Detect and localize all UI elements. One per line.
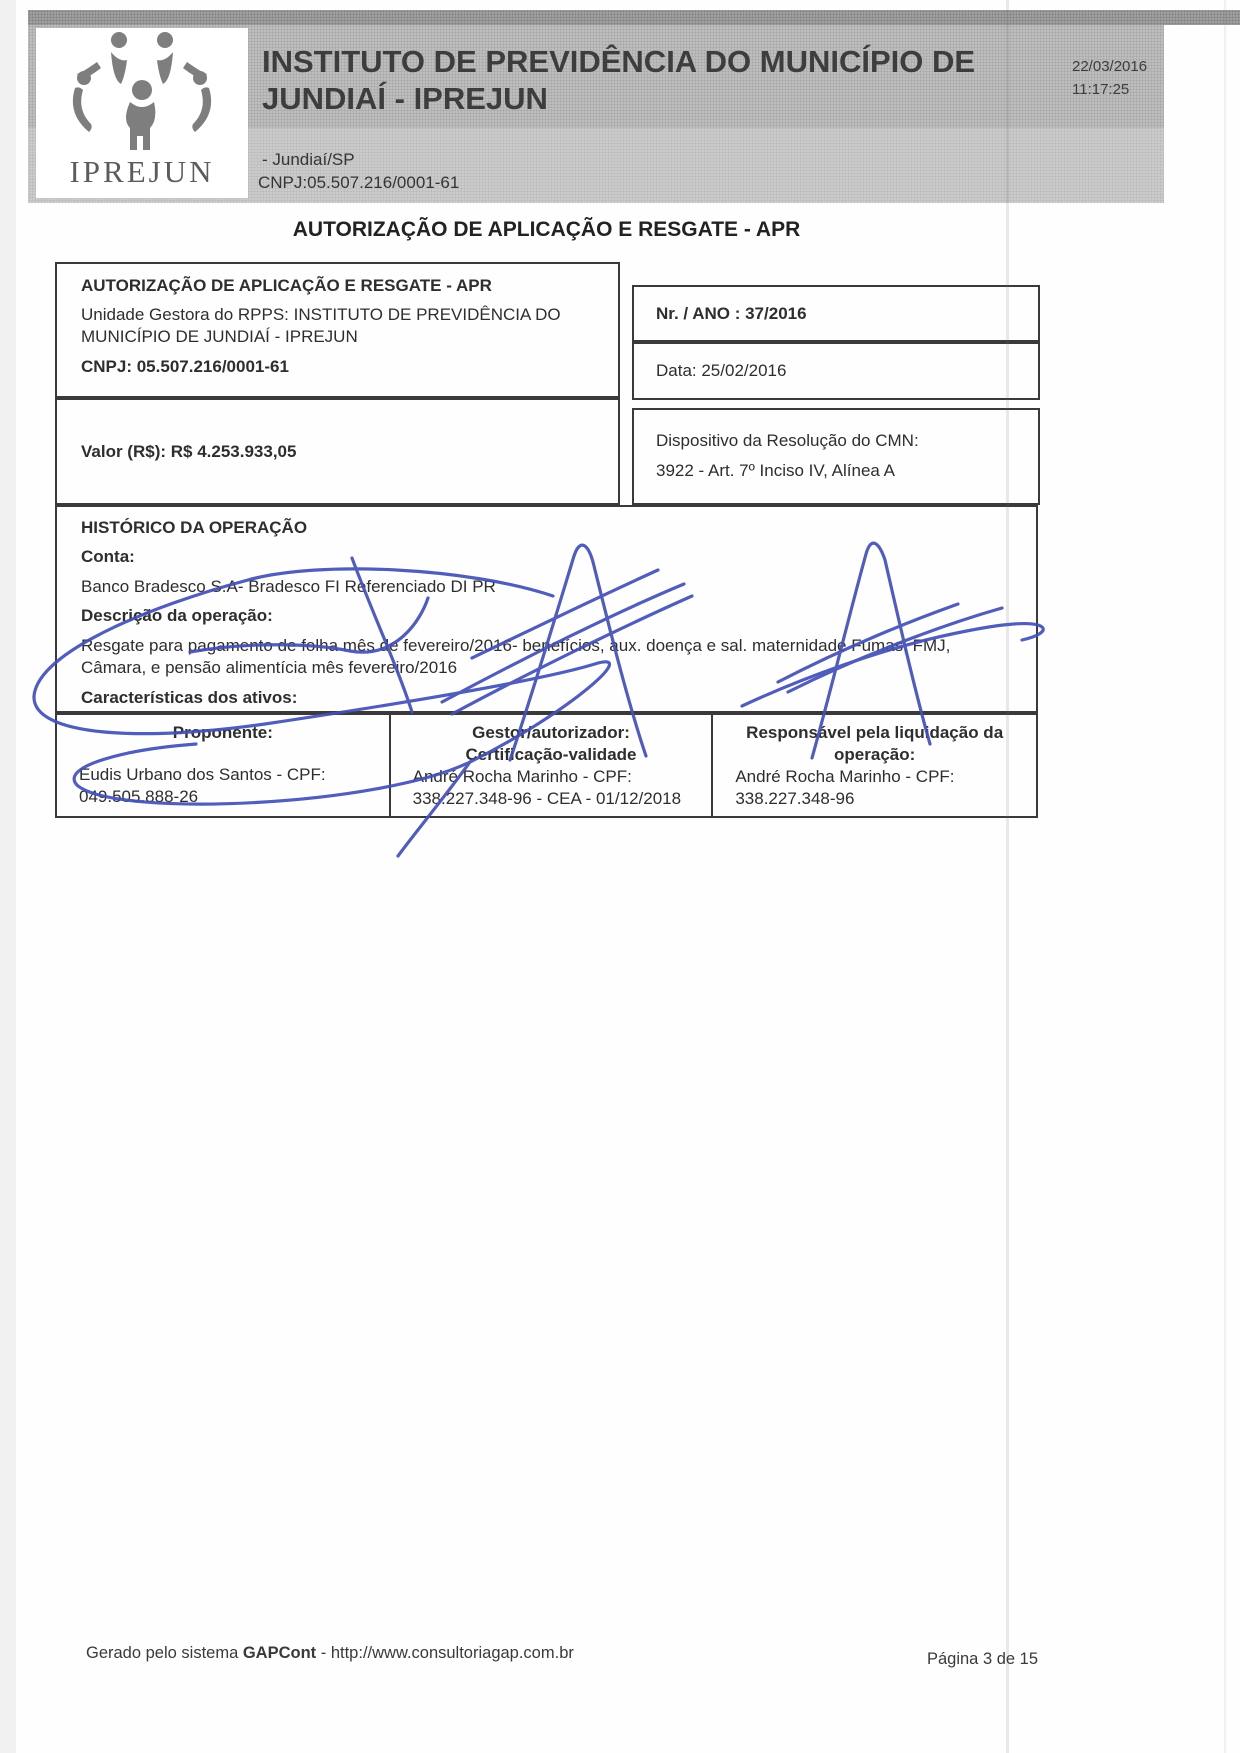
data-value: Data: 25/02/2016 xyxy=(656,361,787,380)
valor-value: Valor (R$): R$ 4.253.933,05 xyxy=(81,441,297,461)
data-cell xyxy=(632,342,1040,400)
dispositivo-cell xyxy=(632,408,1040,505)
form-cnpj-text: CNPJ: 05.507.216/0001-61 xyxy=(81,356,289,376)
proponente-name: Eudis Urbano dos Santos - CPF: 049.505.888-26 xyxy=(79,764,326,806)
page-number: Página 3 de 15 xyxy=(926,1650,1038,1668)
signatures-table xyxy=(55,713,1038,818)
unidade-gestora-text: Unidade Gestora do RPPS: INSTITUTO DE PREVIDÊNCIA DO MUNICÍPIO DE JUNDIAÍ - IPREJUN xyxy=(81,305,561,346)
iprejun-logo xyxy=(36,28,248,198)
gestor-name: André Rocha Marinho - CPF: 338.227.348-96 - CEA - 01/12/2018 xyxy=(412,767,682,809)
signature-column-responsavel xyxy=(711,715,1036,816)
dispositivo-value: 3922 - Art. 7º Inciso IV, Alínea A xyxy=(656,460,896,480)
print-date: 22/03/2016 xyxy=(1072,58,1148,75)
header-cnpj: CNPJ:05.507.216/0001-61 xyxy=(258,173,460,192)
signature-column-gestor xyxy=(389,715,712,816)
responsavel-name: André Rocha Marinho - CPF: 338.227.348-96 xyxy=(735,767,955,809)
nr-ano-value: Nr. / ANO : 37/2016 xyxy=(656,303,807,323)
responsavel-role: Responsável pela liquidação da operação: xyxy=(746,723,1004,765)
scan-artifact-right xyxy=(1224,0,1226,1753)
gestor-role: Gestor/autorizador: Certificação-validade xyxy=(465,723,637,765)
historico-cell xyxy=(55,505,1038,713)
descricao-label: Descrição da operação: xyxy=(81,606,273,626)
dispositivo-label: Dispositivo da Resolução do CMN: xyxy=(656,431,919,450)
nr-ano-cell xyxy=(632,285,1040,342)
print-time: 11:17:25 xyxy=(1072,80,1130,98)
logo-wordmark: IPREJUN xyxy=(69,154,215,189)
conta-label: Conta: xyxy=(81,547,135,567)
header-city: - Jundiaí/SP xyxy=(262,150,355,169)
form-identification-cell xyxy=(55,262,620,398)
historico-title: HISTÓRICO DA OPERAÇÃO xyxy=(81,518,308,537)
form-box-title: AUTORIZAÇÃO DE APLICAÇÃO E RESGATE - APR xyxy=(81,276,492,295)
descricao-value: Resgate para pagamento de folha mês de fevereiro/2016- benefícios, aux. doença e sal. maternidade Fumas, FMJ, Câmara, e pensão alimentícia mês fevereiro/2016 xyxy=(81,635,951,678)
header-top-bar xyxy=(28,10,1240,25)
signature-column-proponente xyxy=(57,715,389,816)
valor-cell xyxy=(55,398,620,505)
caracteristicas-label: Características dos ativos: xyxy=(81,687,298,707)
footer-generated-by: Gerado pelo sistema GAPCont - http://www.consultoriagap.com.br xyxy=(86,1644,574,1662)
scan-artifact-line xyxy=(1006,0,1009,1753)
organization-title: INSTITUTO DE PREVIDÊNCIA DO MUNICÍPIO DE JUNDIAÍ - IPREJUN xyxy=(262,44,976,116)
people-circle-icon xyxy=(67,32,217,160)
document-title: AUTORIZAÇÃO DE APLICAÇÃO E RESGATE - APR xyxy=(292,218,801,241)
system-name: GAPCont xyxy=(242,1644,317,1662)
proponente-role: Proponente: xyxy=(172,723,273,742)
conta-value: Banco Bradesco S.A- Bradesco FI Referenciado DI PR xyxy=(81,576,496,596)
print-timestamp xyxy=(1072,56,1147,101)
scan-edge-strip xyxy=(0,0,16,1753)
